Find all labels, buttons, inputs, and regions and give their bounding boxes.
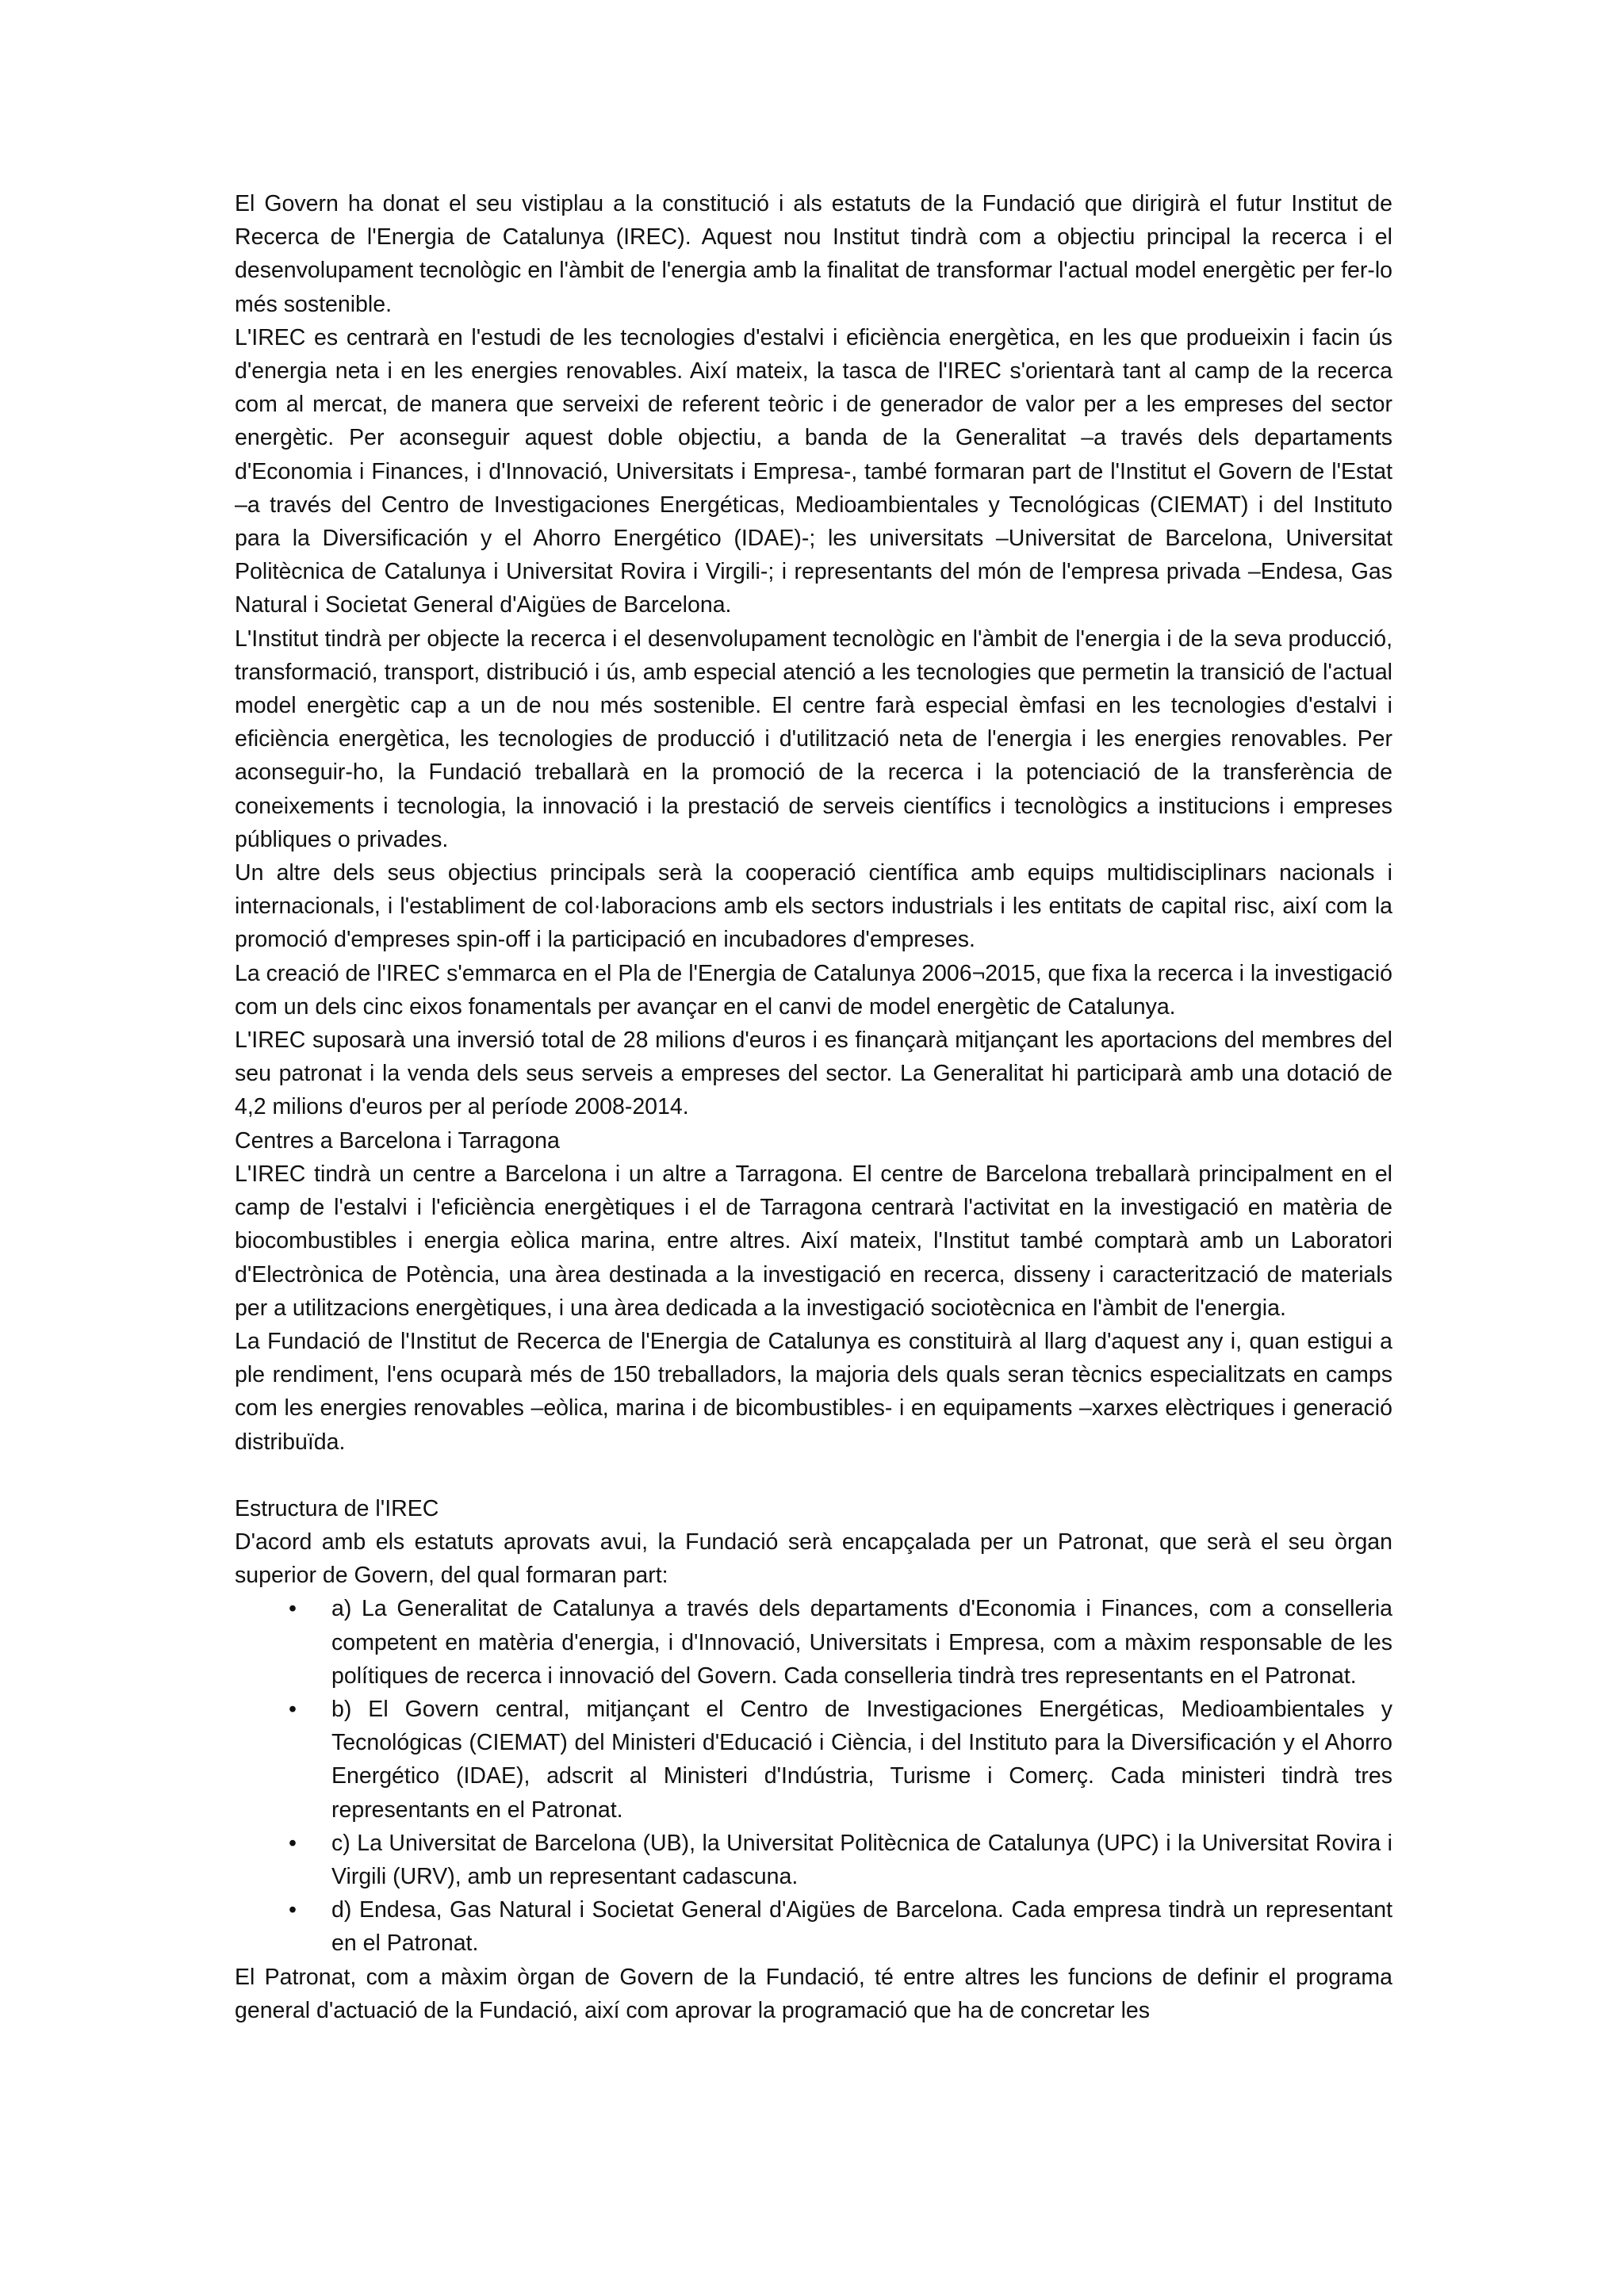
paragraph: L'IREC suposarà una inversió total de 28 milions d'euros i es finançarà mitjançant les aportacions del membres del seu patronat i la venda dels seus serveis a empreses del sector. La Generalitat hi participarà amb una dotació de 4,2 milions d'euros per al període 2008-2014. (235, 1027, 1392, 1120)
list-item (289, 1592, 1392, 1693)
subheading-centres: Centres a Barcelona i Tarragona (235, 1127, 560, 1154)
bullet-icon: • (289, 1897, 297, 1923)
list-item (289, 1893, 1392, 1960)
bullet-icon: • (289, 1596, 297, 1622)
list-item-text: d) Endesa, Gas Natural i Societat General d'Aigües de Barcelona. Cada empresa tindrà un representant en el Patronat. (331, 1897, 1392, 1957)
paragraph: Un altre dels seus objectius principals serà la cooperació científica amb equips multidisciplinars nacionals i internacionals, i l'establiment de col·laboracions amb els sectors industrials i les entitats de capital risc, així com la promoció d'empreses spin-off i la participació en incubadores d'empreses. (235, 860, 1392, 953)
paragraph: El Patronat, com a màxim òrgan de Govern de la Fundació, té entre altres les funcions de definir el programa general d'actuació de la Fundació, així com aprovar la programació que ha de concretar les (235, 1964, 1392, 2023)
paragraph: La creació de l'IREC s'emmarca en el Pla de l'Energia de Catalunya 2006¬2015, que fixa la recerca i la investigació com un dels cinc eixos fonamentals per avançar en el canvi de model energètic de Catalunya. (235, 960, 1392, 1020)
paragraph: L'IREC es centrarà en l'estudi de les tecnologies d'estalvi i eficiència energètica, en les que produeixin i facin ús d'energia neta i en les energies renovables. Així mateix, la tasca de l'IREC s'orientarà tant al camp de la recerca com al mercat, de manera que serveixi de referent teòric i de generador de valor per a les empreses del sector energètic. Per aconseguir aquest doble objectiu, a banda de la Generalitat –a través dels departaments d'Economia i Finances, i d'Innovació, Universitats i Empresa-, també formaran part de l'Institut el Govern de l'Estat –a través del Centro de Investigaciones Energéticas, Medioambientales y Tecnológicas (CIEMAT) i del Instituto para la Diversificación y el Ahorro Energético (IDAE)-; les universitats –Universitat de Barcelona, Universitat Politècnica de Catalunya i Universitat Rovira i Virgili-; i representants del món de l'empresa privada –Endesa, Gas Natural i Societat General d'Aigües de Barcelona. (235, 324, 1392, 618)
bullet-list (235, 1592, 1392, 1960)
paragraph: L'IREC tindrà un centre a Barcelona i un altre a Tarragona. El centre de Barcelona treballarà principalment en el camp de l'estalvi i l'eficiència energètiques i el de Tarragona centrarà l'activitat en la investigació en matèria de biocombustibles i energia eòlica marina, entre altres. Així mateix, l'Institut també comptarà amb un Laboratori d'Electrònica de Potència, una àrea destinada a la investigació en recerca, disseny i caracterització de materials per a utilitzacions energètiques, i una àrea dedicada a la investigació sociotècnica en l'àmbit de l'energia. (235, 1161, 1392, 1321)
paragraph: L'Institut tindrà per objecte la recerca i el desenvolupament tecnològic en l'àmbit de l'energia i de la seva producció, transformació, transport, distribució i ús, amb especial atenció a les tecnologies que permetin la transició de l'actual model energètic cap a un de nou més sostenible. El centre farà especial èmfasi en les tecnologies d'estalvi i eficiència energètica, les tecnologies de producció i d'utilització neta de l'energia i les energies renovables. Per aconseguir-ho, la Fundació treballarà en la promoció de la recerca i la potenciació de la transferència de coneixements i tecnologia, la innovació i la prestació de serveis científics i tecnològics a institucions i empreses públiques o privades. (235, 626, 1392, 852)
paragraph-spacer (235, 1459, 1392, 1492)
document-page (235, 187, 1392, 2027)
bullet-icon: • (289, 1830, 297, 1856)
bullet-icon: • (289, 1696, 297, 1722)
paragraph: D'acord amb els estatuts aprovats avui, la Fundació serà encapçalada per un Patronat, que serà el seu òrgan superior de Govern, del qual formaran part: (235, 1529, 1392, 1589)
list-item (289, 1693, 1392, 1827)
subheading-estructura: Estructura de l'IREC (235, 1495, 439, 1521)
paragraph: La Fundació de l'Institut de Recerca de l'Energia de Catalunya es constituirà al llarg d'aquest any i, quan estigui a ple rendiment, l'ens ocuparà més de 150 treballadors, la majoria dels quals seran tècnics especialitzats en camps com les energies renovables –eòlica, marina i de bicombustibles- i en equipaments –xarxes elèctriques i generació distribuïda. (235, 1328, 1392, 1455)
list-item-text: b) El Govern central, mitjançant el Centro de Investigaciones Energéticas, Medioambientales y Tecnológicas (CIEMAT) del Ministeri d'Educació i Ciència, i del Instituto para la Diversificación y el Ahorro Energético (IDAE), adscrit al Ministeri d'Indústria, Turisme i Comerç. Cada ministeri tindrà tres representants en el Patronat. (331, 1696, 1392, 1823)
list-item (289, 1827, 1392, 1893)
list-item-text: c) La Universitat de Barcelona (UB), la Universitat Politècnica de Catalunya (UPC) i la Universitat Rovira i Virgili (URV), amb un representant cadascuna. (331, 1830, 1392, 1889)
list-item-text: a) La Generalitat de Catalunya a través dels departaments d'Economia i Finances, com a conselleria competent en matèria d'energia, i d'Innovació, Universitats i Empresa, com a màxim responsable de les polítiques de recerca i innovació del Govern. Cada conselleria tindrà tres representants en el Patronat. (331, 1596, 1392, 1689)
paragraph: El Govern ha donat el seu vistiplau a la constitució i als estatuts de la Fundació que dirigirà el futur Institut de Recerca de l'Energia de Catalunya (IREC). Aquest nou Institut tindrà com a objectiu principal la recerca i el desenvolupament tecnològic en l'àmbit de l'energia amb la finalitat de transformar l'actual model energètic per fer-lo més sostenible. (235, 191, 1392, 317)
